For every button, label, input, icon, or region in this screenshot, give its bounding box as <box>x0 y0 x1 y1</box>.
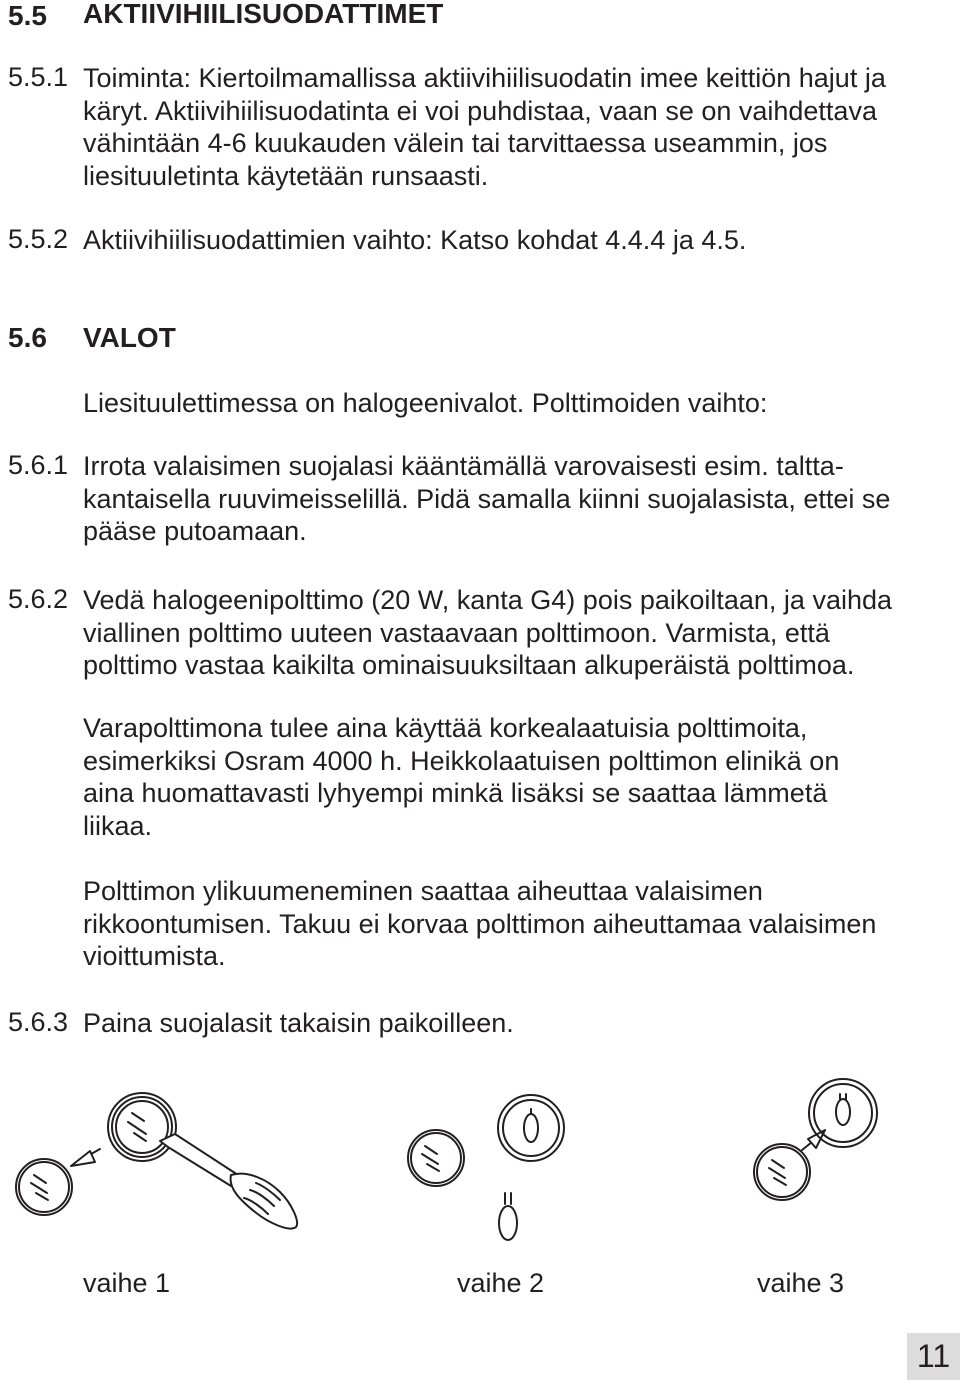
note-line: Polttimon ylikuumeneminen saattaa aiheuttaa valaisimen <box>83 876 763 906</box>
note-spare-bulbs <box>83 712 839 842</box>
glass-cover-icon <box>754 1144 810 1200</box>
caption-step-2: vaihe 2 <box>457 1268 545 1298</box>
halogen-bulb-icon <box>499 1193 517 1240</box>
note-line: liikaa. <box>83 810 153 841</box>
item-5-5-2-number: 5.5.2 <box>8 224 69 254</box>
direction-arrow-icon <box>71 1149 100 1166</box>
item-5-6-1-number: 5.6.1 <box>8 450 69 480</box>
item-5-5-1-line: vähintään 4-6 kuukauden välein tai tarvittaessa useammin, jos <box>83 128 828 158</box>
item-5-6-1-line: pääse putoamaan. <box>83 516 307 546</box>
item-5-5-2-text: Aktiivihiilisuodattimien vaihto: Katso kohdat 4.4.4 ja 4.5. <box>83 225 747 255</box>
section-5-6-number: 5.6 <box>8 322 47 353</box>
item-5-6-2-line: viallinen polttimo uuteen vastaavaan polttimoon. Varmista, että <box>83 617 830 648</box>
item-5-5-1-line: liesituuletinta käytetään runsaasti. <box>83 160 489 191</box>
item-5-6-1-text <box>83 450 890 548</box>
lamp-fixture-with-bulb-icon <box>809 1079 877 1147</box>
section-5-5-number: 5.5 <box>8 0 47 31</box>
lamp-replacement-figure <box>0 1075 960 1255</box>
item-5-6-3-text: Paina suojalasit takaisin paikoilleen. <box>83 1008 514 1038</box>
step-3-illustration <box>754 1079 877 1200</box>
page-number: 11 <box>907 1333 960 1380</box>
item-5-6-2-text <box>83 584 892 682</box>
step-1-illustration <box>16 1093 297 1229</box>
item-5-5-1-line: Toiminta: Kiertoilmamallissa aktiivihiilisuodatin imee keittiön hajut ja <box>83 63 886 93</box>
item-5-5-1-line: käryt. Aktiivihiilisuodatinta ei voi puhdistaa, vaan se on vaihdettava <box>83 95 877 126</box>
note-line: rikkoontumisen. Takuu ei korvaa polttimon aiheuttamaa valaisimen <box>83 908 877 939</box>
item-5-6-2-number: 5.6.2 <box>8 584 69 614</box>
lamp-fixture-icon <box>108 1093 176 1161</box>
lamp-fixture-open-icon <box>498 1095 564 1161</box>
note-line: Varapolttimona tulee aina käyttää korkealaatuisia polttimoita, <box>83 713 808 743</box>
item-5-6-1-line: Irrota valaisimen suojalasi kääntämällä varovaisesti esim. taltta- <box>83 451 844 481</box>
section-5-5-title: AKTIIVIHIILISUODATTIMET <box>83 0 444 29</box>
caption-step-1: vaihe 1 <box>83 1268 171 1298</box>
step-2-illustration <box>408 1095 564 1240</box>
caption-step-3: vaihe 3 <box>757 1268 845 1298</box>
note-line: esimerkiksi Osram 4000 h. Heikkolaatuisen polttimon elinikä on <box>83 745 840 776</box>
item-5-6-2-line: polttimo vastaa kaikilta ominaisuuksiltaan alkuperäistä polttimoa. <box>83 650 855 680</box>
note-overheating <box>83 875 876 973</box>
item-5-5-1-text <box>83 62 886 192</box>
section-5-6-title: VALOT <box>83 322 176 353</box>
screwdriver-icon <box>160 1134 297 1229</box>
item-5-6-2-line: Vedä halogeenipolttimo (20 W, kanta G4) pois paikoiltaan, ja vaihda <box>83 585 893 615</box>
note-line: aina huomattavasti lyhyempi minkä lisäksi se saattaa lämmetä <box>83 778 828 808</box>
item-5-6-3-number: 5.6.3 <box>8 1007 69 1037</box>
section-5-6-intro: Liesituulettimessa on halogeenivalot. Polttimoiden vaihto: <box>83 388 768 418</box>
note-line: vioittumista. <box>83 941 226 971</box>
glass-cover-icon <box>408 1130 464 1186</box>
item-5-6-1-line: kantaisella ruuvimeisselillä. Pidä samalla kiinni suojalasista, ettei se <box>83 483 891 514</box>
item-5-5-1-number: 5.5.1 <box>8 62 69 92</box>
removed-glass-cover-icon <box>16 1159 72 1215</box>
